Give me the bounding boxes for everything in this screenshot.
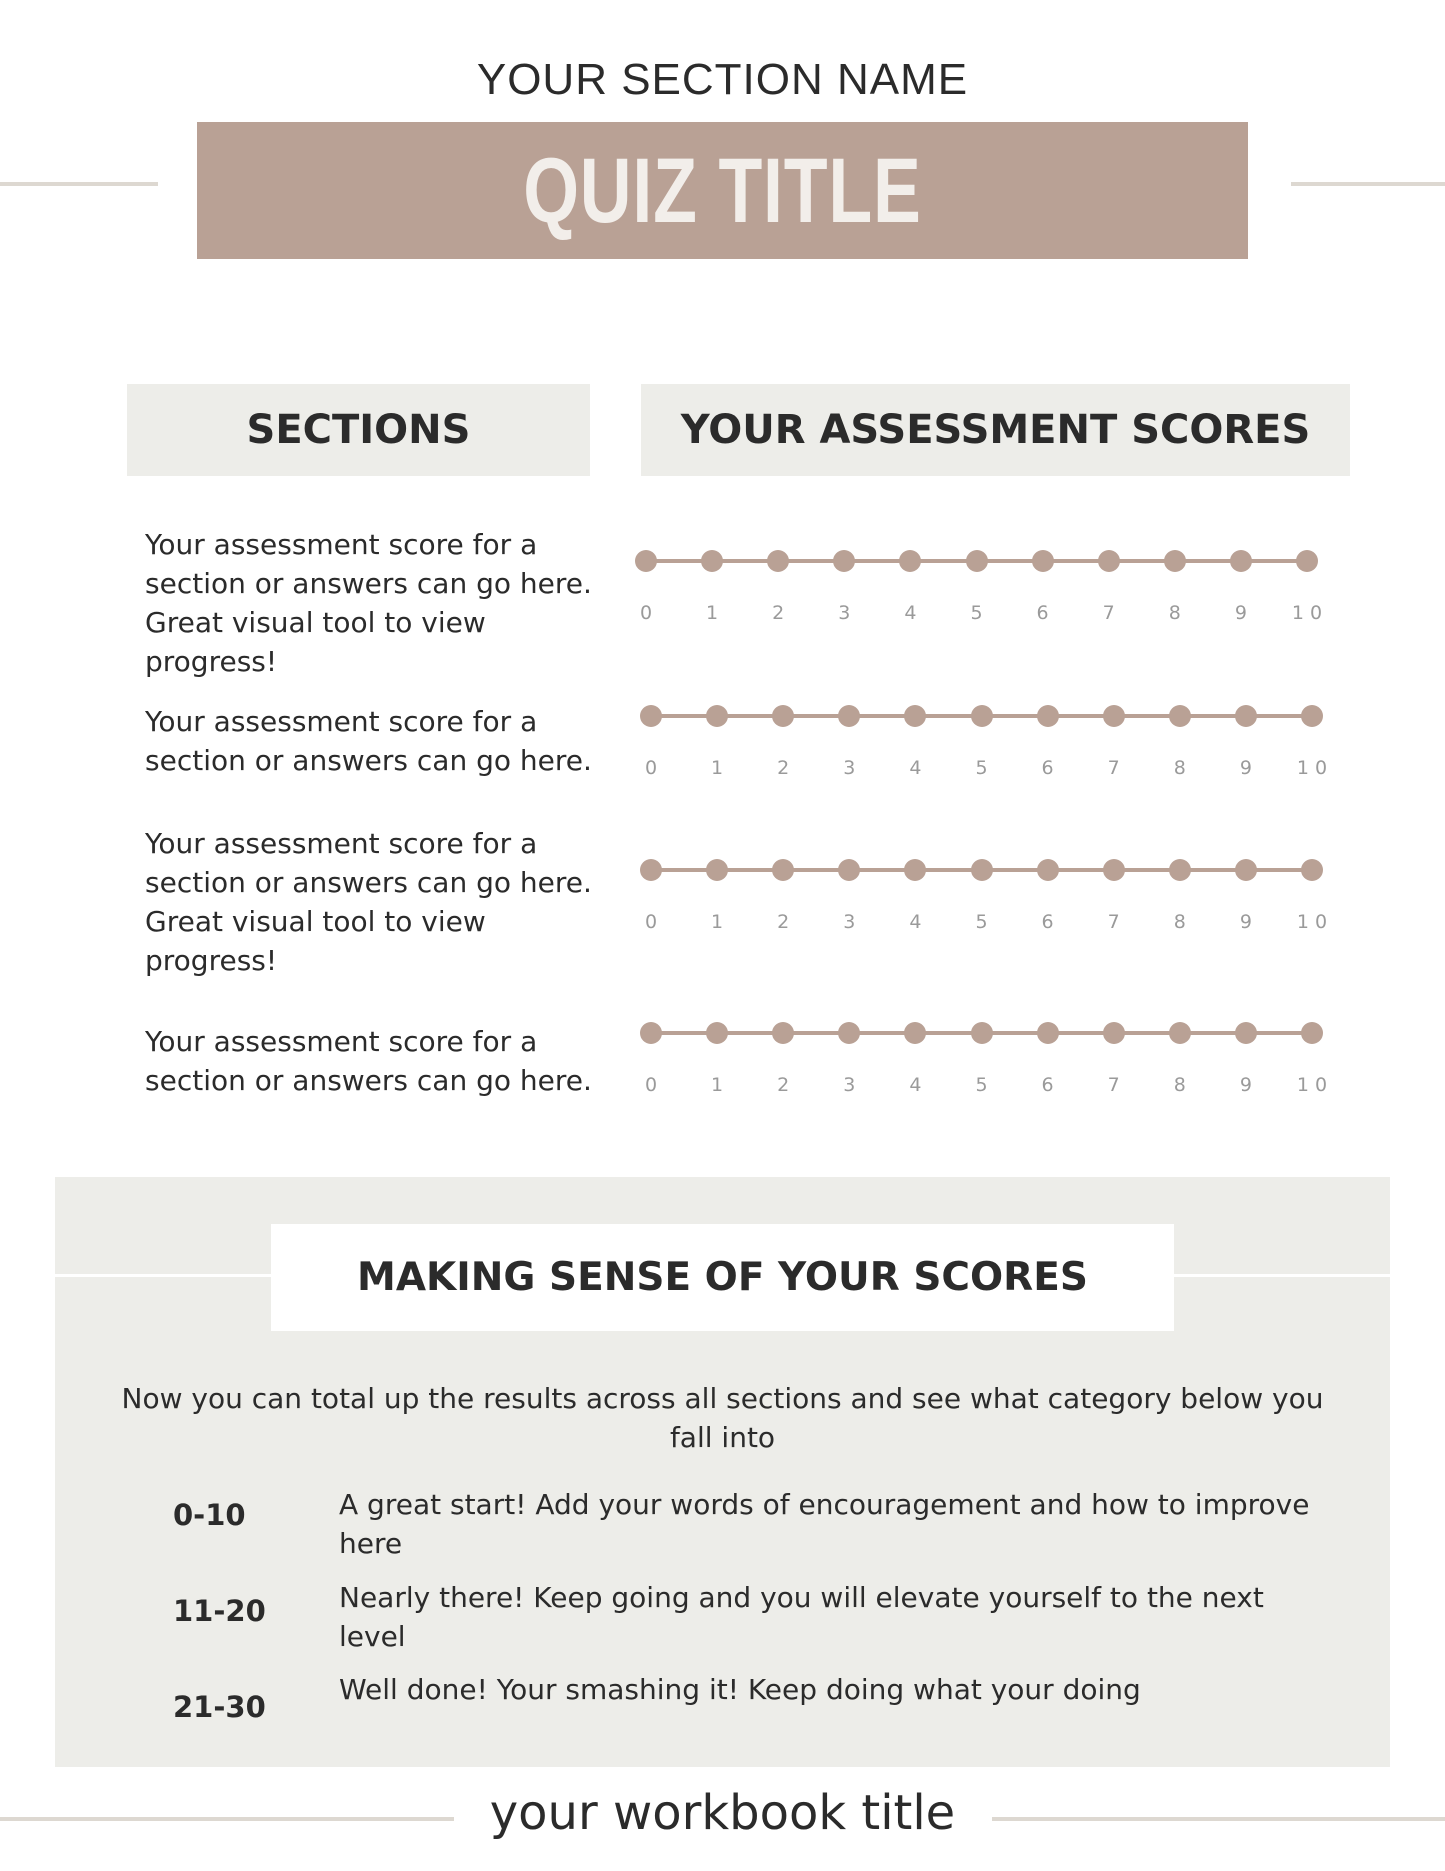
scale-point bbox=[1169, 859, 1191, 881]
scale-point bbox=[838, 859, 860, 881]
scale-point bbox=[1235, 859, 1257, 881]
header-divider-left bbox=[0, 182, 158, 186]
scale-tick-label: 8 bbox=[1173, 1074, 1186, 1096]
range-description-2: Nearly there! Keep going and you will elevate yourself to the next level bbox=[339, 1581, 1264, 1653]
scale-point bbox=[899, 550, 921, 572]
scale-tick-label: 3 bbox=[843, 1074, 856, 1096]
scale-point bbox=[767, 550, 789, 572]
scale-tick-label: 9 bbox=[1239, 757, 1252, 779]
scale-point bbox=[1103, 859, 1125, 881]
scale-point bbox=[635, 550, 657, 572]
scale-tick-label: 1 bbox=[711, 757, 724, 779]
scale-tick-label: 0 bbox=[639, 602, 653, 624]
range-label-3: 21-30 bbox=[173, 1690, 266, 1724]
scale-tick-label: 4 bbox=[909, 757, 922, 779]
scale-point bbox=[1235, 1022, 1257, 1044]
sense-intro: Now you can total up the results across all sections and see what category below you fall into bbox=[121, 1382, 1324, 1454]
section-text-4: Your assessment score for a section or answers can go here. bbox=[145, 1025, 592, 1097]
scale-point bbox=[1301, 705, 1323, 727]
scale-point bbox=[904, 1022, 926, 1044]
scale-point bbox=[701, 550, 723, 572]
scale-point bbox=[640, 1022, 662, 1044]
score-scale-1 bbox=[0, 547, 1445, 647]
scale-point bbox=[1164, 550, 1186, 572]
scale-tick-label: 6 bbox=[1041, 1074, 1054, 1096]
scale-tick-label: 5 bbox=[970, 602, 983, 624]
scale-tick-label: 1 bbox=[711, 911, 724, 933]
scale-tick-label: 3 bbox=[838, 602, 851, 624]
quiz-title-banner bbox=[197, 122, 1248, 259]
score-scale-4 bbox=[0, 1019, 1445, 1119]
scale-point bbox=[1169, 1022, 1191, 1044]
section-text-1: Your assessment score for a section or answers can go here. Great visual tool to view progress! bbox=[145, 528, 592, 678]
scale-point bbox=[706, 859, 728, 881]
score-scale-3 bbox=[0, 856, 1445, 956]
scale-tick-label: 8 bbox=[1173, 757, 1186, 779]
scale-tick-label: 5 bbox=[975, 757, 988, 779]
scale-point bbox=[1230, 550, 1252, 572]
section-text-2: Your assessment score for a section or answers can go here. bbox=[145, 705, 592, 777]
range-label-1: 0-10 bbox=[173, 1498, 246, 1532]
scale-tick-label: 2 bbox=[777, 911, 790, 933]
scale-tick-label: 3 bbox=[843, 757, 856, 779]
scale-tick-label: 0 bbox=[644, 1074, 658, 1096]
scale-point bbox=[971, 705, 993, 727]
scale-point bbox=[1296, 550, 1318, 572]
scale-tick-label: 9 bbox=[1239, 1074, 1252, 1096]
scale-point bbox=[904, 705, 926, 727]
scale-tick-label: 4 bbox=[909, 1074, 922, 1096]
scale-point bbox=[772, 705, 794, 727]
scale-tick-label: 0 bbox=[644, 911, 658, 933]
scale-point bbox=[706, 1022, 728, 1044]
scale-tick-label: 6 bbox=[1041, 757, 1054, 779]
scale-point bbox=[966, 550, 988, 572]
scale-tick-label: 4 bbox=[909, 911, 922, 933]
scale-tick-label: 7 bbox=[1107, 757, 1120, 779]
range-label-2: 11-20 bbox=[173, 1594, 266, 1628]
scale-point bbox=[1037, 705, 1059, 727]
scale-point bbox=[772, 1022, 794, 1044]
scale-tick-label: 2 bbox=[777, 757, 790, 779]
sections-heading: SECTIONS bbox=[127, 384, 590, 476]
scale-point bbox=[1037, 1022, 1059, 1044]
scale-tick-label: 1 0 bbox=[1296, 757, 1328, 779]
range-description-3: Well done! Your smashing it! Keep doing what your doing bbox=[339, 1673, 1141, 1706]
scale-tick-label: 4 bbox=[904, 602, 917, 624]
scale-tick-label: 7 bbox=[1107, 911, 1120, 933]
scale-point bbox=[904, 859, 926, 881]
scores-heading: YOUR ASSESSMENT SCORES bbox=[641, 384, 1350, 476]
scale-point bbox=[1103, 1022, 1125, 1044]
scale-tick-label: 9 bbox=[1234, 602, 1247, 624]
scale-tick-label: 9 bbox=[1239, 911, 1252, 933]
scale-point bbox=[1301, 859, 1323, 881]
scale-point bbox=[772, 859, 794, 881]
scale-tick-label: 1 bbox=[706, 602, 719, 624]
scale-tick-label: 2 bbox=[777, 1074, 790, 1096]
scale-point bbox=[1169, 705, 1191, 727]
workbook-title: your workbook title bbox=[489, 1785, 956, 1841]
scale-tick-label: 1 0 bbox=[1296, 1074, 1328, 1096]
scale-tick-label: 2 bbox=[772, 602, 785, 624]
scale-point bbox=[971, 1022, 993, 1044]
scale-point bbox=[1098, 550, 1120, 572]
scale-tick-label: 6 bbox=[1036, 602, 1049, 624]
scale-tick-label: 1 0 bbox=[1296, 911, 1328, 933]
scale-point bbox=[838, 1022, 860, 1044]
scale-point bbox=[1037, 859, 1059, 881]
scale-tick-label: 5 bbox=[975, 911, 988, 933]
section-name: YOUR SECTION NAME bbox=[476, 55, 969, 104]
scale-point bbox=[1032, 550, 1054, 572]
scale-tick-label: 1 bbox=[711, 1074, 724, 1096]
scale-tick-label: 8 bbox=[1173, 911, 1186, 933]
scale-tick-label: 5 bbox=[975, 1074, 988, 1096]
scale-point bbox=[833, 550, 855, 572]
range-description-1: A great start! Add your words of encouragement and how to improve here bbox=[339, 1488, 1310, 1560]
scale-point bbox=[640, 859, 662, 881]
section-text-3: Your assessment score for a section or answers can go here. Great visual tool to view progress! bbox=[145, 827, 592, 977]
sense-title: MAKING SENSE OF YOUR SCORES bbox=[271, 1224, 1174, 1331]
scale-point bbox=[1103, 705, 1125, 727]
quiz-title: QUIZ TITLE bbox=[523, 139, 922, 242]
scale-tick-label: 3 bbox=[843, 911, 856, 933]
scale-point bbox=[706, 705, 728, 727]
scale-tick-label: 8 bbox=[1168, 602, 1181, 624]
scale-point bbox=[1301, 1022, 1323, 1044]
scale-point bbox=[640, 705, 662, 727]
scale-tick-label: 6 bbox=[1041, 911, 1054, 933]
scale-point bbox=[838, 705, 860, 727]
header-divider-right bbox=[1291, 182, 1445, 186]
scale-tick-label: 7 bbox=[1102, 602, 1115, 624]
scale-point bbox=[971, 859, 993, 881]
scale-tick-label: 1 0 bbox=[1291, 602, 1323, 624]
score-scale-2 bbox=[0, 702, 1445, 802]
scale-tick-label: 0 bbox=[644, 757, 658, 779]
scale-tick-label: 7 bbox=[1107, 1074, 1120, 1096]
scale-point bbox=[1235, 705, 1257, 727]
